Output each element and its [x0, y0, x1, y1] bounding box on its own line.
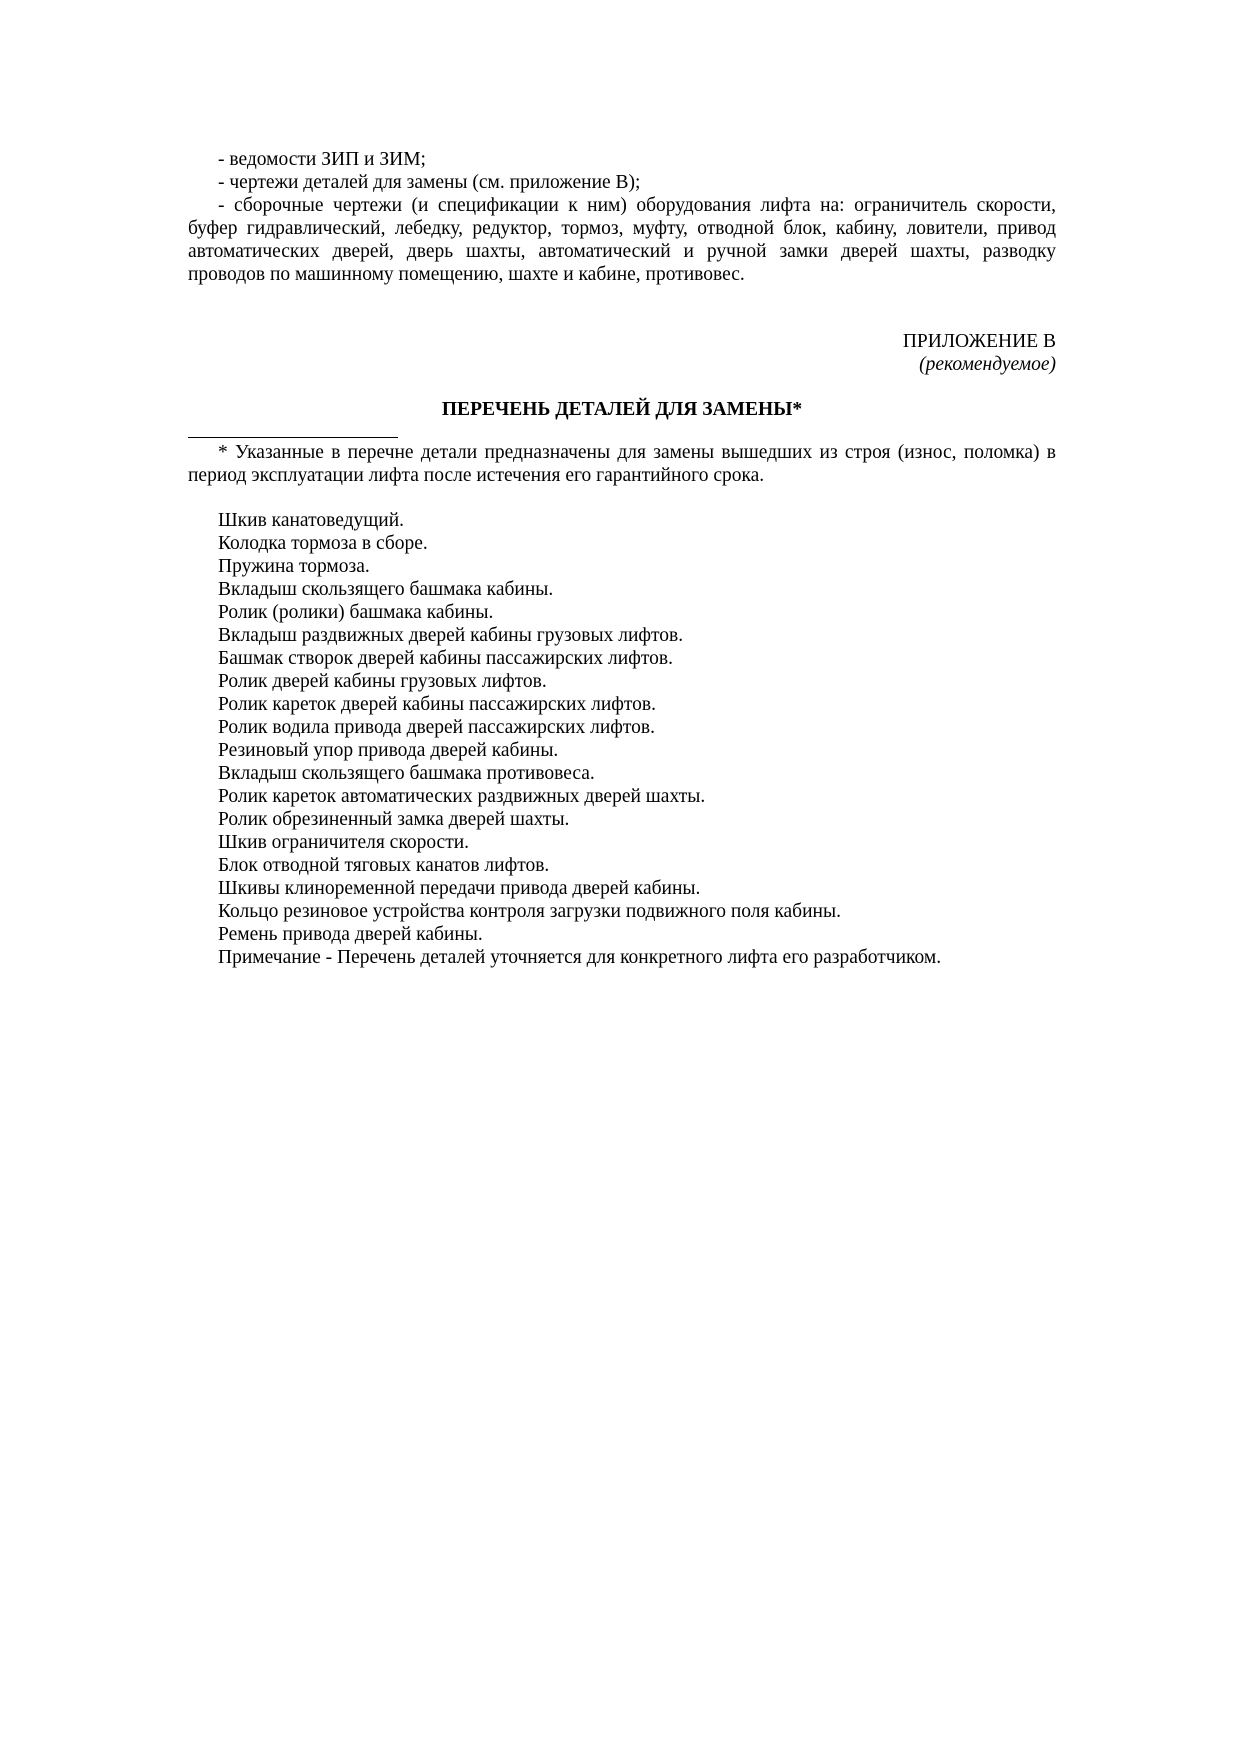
footnote-divider: [188, 421, 1056, 441]
list-item: Ролик кареток автоматических раздвижных дверей шахты.: [218, 786, 706, 807]
list-item: Ролик кареток дверей кабины пассажирских лифтов.: [218, 694, 656, 715]
list-item: Шкив ограничителя скорости.: [218, 832, 470, 853]
parts-note: Примечание - Перечень деталей уточняется для конкретного лифта его разработчиком.: [218, 947, 942, 968]
list-item: Ролик водила привода дверей пассажирских лифтов.: [218, 717, 656, 738]
list-item: Шкивы клиноременной передачи привода дверей кабины.: [218, 878, 701, 899]
list-item: Вкладыш раздвижных дверей кабины грузовых лифтов.: [218, 625, 684, 646]
document-page: [188, 148, 1056, 969]
spacer: [188, 487, 1056, 509]
appendix-label: ПРИЛОЖЕНИЕ В: [902, 331, 1056, 352]
list-item: Колодка тормоза в сборе.: [218, 533, 428, 554]
spacer: [188, 376, 1056, 398]
footnote-text: * Указанные в перечне детали предназначены для замены вышедших из строя (износ, поломка) в период эксплуатации лифта после истечения его гарантийного срока.: [188, 442, 1056, 486]
spacer: [188, 286, 1056, 330]
intro-item-drawings: - чертежи деталей для замены (см. приложение В);: [218, 172, 641, 193]
list-item: Блок отводной тяговых канатов лифтов.: [218, 855, 550, 876]
list-item: Вкладыш скользящего башмака кабины.: [218, 579, 554, 600]
appendix-status: (рекомендуемое): [919, 354, 1056, 375]
list-item: Шкив канатоведущий.: [218, 510, 405, 531]
intro-item-assembly: - сборочные чертежи (и спецификации к ним) оборудования лифта на: ограничитель скорости, буфер гидравлический, лебедку, редуктор, тормоз, муфту, отводной блок, кабину, ловители, привод автоматических дверей, дверь шахты, автоматический и ручной замки дверей шахты, разводку проводов по машинному помещению, шахте и кабине, противовес.: [188, 195, 1056, 285]
section-title: ПЕРЕЧЕНЬ ДЕТАЛЕЙ ДЛЯ ЗАМЕНЫ*: [441, 399, 803, 420]
list-item: Ремень привода дверей кабины.: [218, 924, 483, 945]
intro-item-zip: - ведомости ЗИП и ЗИМ;: [218, 149, 426, 170]
list-item: Вкладыш скользящего башмака противовеса.: [218, 763, 595, 784]
list-item: Пружина тормоза.: [218, 556, 370, 577]
list-item: Ролик (ролики) башмака кабины.: [218, 602, 494, 623]
list-item: Кольцо резиновое устройства контроля загрузки подвижного поля кабины.: [218, 901, 841, 922]
parts-list: [188, 509, 1056, 969]
list-item: Ролик дверей кабины грузовых лифтов.: [218, 671, 547, 692]
list-item: Ролик обрезиненный замка дверей шахты.: [218, 809, 570, 830]
list-item: Резиновый упор привода дверей кабины.: [218, 740, 559, 761]
list-item: Башмак створок дверей кабины пассажирских лифтов.: [218, 648, 673, 669]
